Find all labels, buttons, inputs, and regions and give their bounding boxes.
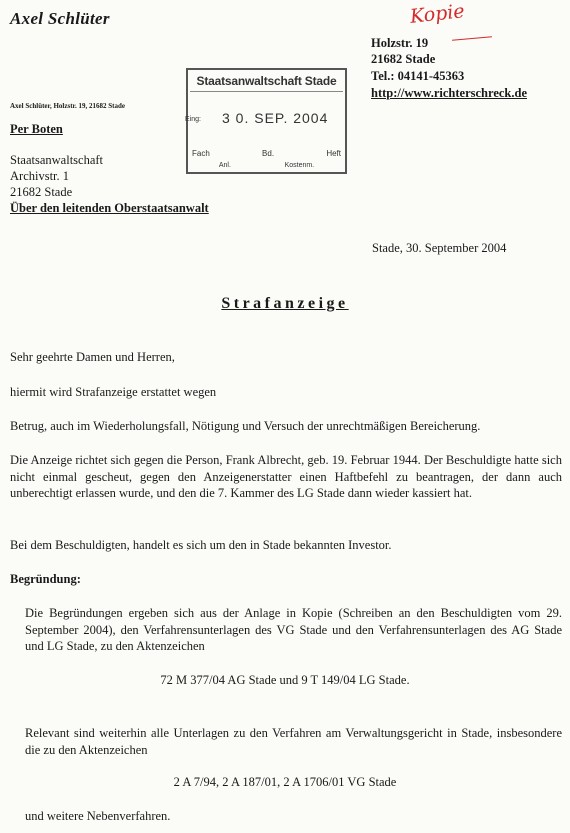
heading-text: Strafanzeige (221, 295, 349, 312)
closing-line: und weitere Nebenverfahren. (25, 809, 171, 823)
stamp-kostenm: Kostenm. (284, 162, 315, 169)
paragraph-accused: Die Anzeige richtet sich gegen die Person, Frank Albrecht, geb. 19. Februar 1944. Der Beschuldigte hatte sich nicht einmal gescheut, gegen den Anzeigenerstatter einen Haftbefehl zu beantragen, der dann auch unberechtigt erlassen wurde, und den die 7. Kammer des LG Stade dann wieder kassiert hat. (10, 453, 562, 500)
intro-line: hiermit wird Strafanzeige erstattet wegen (10, 385, 217, 399)
stamp-anl: Anl. (218, 162, 231, 169)
recipient-line-1: Staatsanwaltschaft (10, 153, 104, 167)
stamp-title: Staatsanwaltschaft Stade (190, 74, 343, 92)
stamp-bd: Bd. (262, 149, 275, 158)
reason-label: Begründung: (10, 572, 81, 586)
letter-date: Stade, 30. September 2004 (372, 241, 507, 255)
salutation: Sehr geehrte Damen und Herren, (10, 350, 175, 364)
delivery-method: Per Boten (10, 122, 63, 136)
paragraph-relevant: Relevant sind weiterhin alle Unterlagen zu den Verfahren am Verwaltungsgericht in Stade, insbesondere die zu den Aktenzeichen (25, 726, 562, 757)
stamp-fach: Fach (192, 149, 210, 158)
sender-name: Axel Schlüter (10, 9, 110, 28)
sender-street: Holzstr. 19 (371, 36, 429, 50)
recipient-line-4: Über den leitenden Oberstaatsanwalt (10, 201, 209, 215)
letter-heading (0, 295, 570, 313)
website-domain: www.richterschreck.de (404, 86, 527, 100)
recipient-address (10, 152, 209, 216)
recipient-line-2: Archivstr. 1 (10, 169, 70, 183)
paragraph-investor: Bei dem Beschuldigten, handelt es sich um den in Stade bekannten Investor. (10, 538, 392, 552)
paragraph-reasons: Die Begründungen ergeben sich aus der Anlage in Kopie (Schreiben an den Beschuldigten vom 29. September 2004), den Verfahrensunterlagen des VG Stade und den Verfahrensunterlagen des AG Stade und LG Stade, zu den Aktenzeichen (25, 606, 562, 653)
kopie-underline (452, 36, 492, 40)
receipt-stamp (186, 68, 347, 174)
charges-line: Betrug, auch im Wiederholungsfall, Nötigung und Versuch der unrechtmäßigen Bereicherung. (10, 419, 481, 433)
return-address-line: Axel Schlüter, Holzstr. 19, 21682 Stade (10, 102, 125, 110)
case-reference-1: 72 M 377/04 AG Stade und 9 T 149/04 LG Stade. (160, 673, 410, 687)
case-reference-2: 2 A 7/94, 2 A 187/01, 2 A 1706/01 VG Stade (173, 775, 397, 789)
stamp-row-1 (192, 149, 341, 158)
stamp-date: 3 0. SEP. 2004 (222, 110, 329, 126)
sender-city: 21682 Stade (371, 52, 436, 66)
stamp-heft: Heft (326, 149, 341, 158)
stamp-row-2 (192, 162, 341, 169)
website-prefix: http:// (371, 86, 405, 100)
sender-phone: Tel.: 04141-45363 (371, 69, 465, 83)
stamp-eing-label: Eing: (185, 116, 201, 123)
recipient-line-3: 21682 Stade (10, 185, 73, 199)
sender-website (371, 85, 527, 102)
kopie-handwritten-note: Kopie (408, 0, 466, 28)
